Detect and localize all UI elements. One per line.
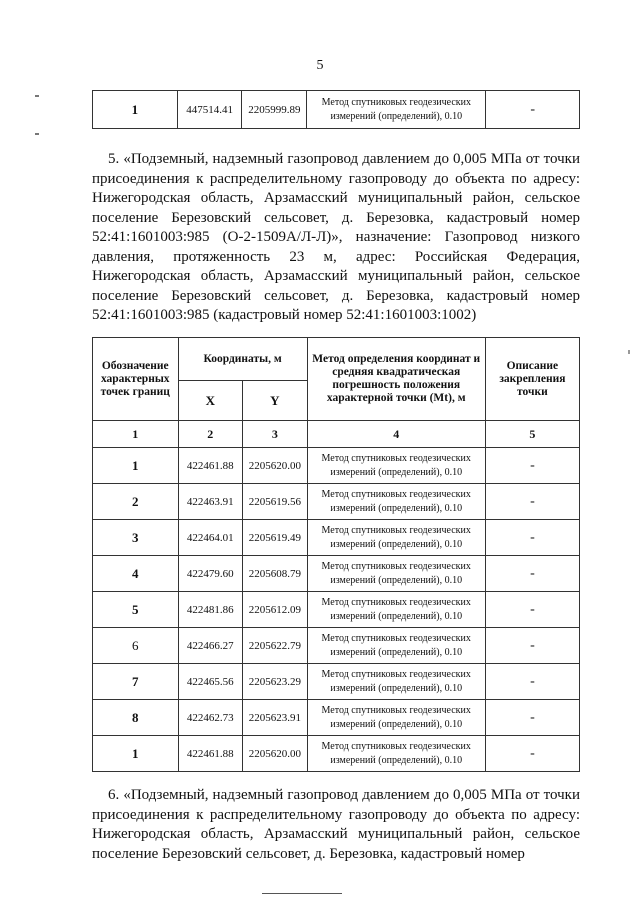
paragraph-5: 5. «Подземный, надземный газопровод давлением до 0,005 МПа от точки присоединения к распределительному газопроводу до объекта по адресу: Нижегородская область, Арзамасский муниципальный район, сельское поселение Березовский сельсовет, д. Березовка, кадастровый номер 52:41:1601003:985 (О-2-1509А/Л-Л)», назначение: Газопровод низкого давления, протяженность 23 м, адрес: Российская Федерация, Нижегородская область, Арзамасский муниципальный район, сельское поселение Березовский сельсовет, д. Березовка, кадастровый номер 52:41:1601003:985 (кадастровый номер 52:41:1601003:1002) <box>92 151 580 323</box>
point-number: 6 <box>93 628 179 664</box>
table-row <box>93 556 580 592</box>
point-number: 5 <box>93 592 179 628</box>
table-header-row <box>93 338 580 381</box>
column-index-row <box>93 421 580 448</box>
point-number: 4 <box>93 556 179 592</box>
column-index: 2 <box>178 421 242 448</box>
page-number: 5 <box>316 58 324 73</box>
method-text: Метод спутниковых геодезических измерений (определений), 0.10 <box>307 664 485 700</box>
method-text: Метод спутниковых геодезических измерений (определений), 0.10 <box>307 556 485 592</box>
scan-mark <box>35 133 39 135</box>
header-y: Y <box>243 381 308 421</box>
header-x: X <box>178 381 242 421</box>
paragraph-6: 6. «Подземный, надземный газопровод давлением до 0,005 МПа от точки присоединения к распределительному газопроводу до объекта по адресу: Нижегородская область, Арзамасский муниципальный район, сельское поселение Березовский сельсовет, д. Березовка, кадастровый номер <box>92 787 580 862</box>
point-number: 1 <box>93 448 179 484</box>
header-coords: Координаты, м <box>178 338 307 381</box>
point-number: 2 <box>93 484 179 520</box>
table-row <box>93 664 580 700</box>
point-number: 7 <box>93 664 179 700</box>
coord-x: 447514.41 <box>177 91 242 129</box>
coord-x: 422461.88 <box>178 448 242 484</box>
header-point: Обозначение характерных точек границ <box>93 338 179 421</box>
scan-mark <box>35 95 39 97</box>
coord-y: 2205619.49 <box>243 520 308 556</box>
method-text: Метод спутниковых геодезических измерений (определений), 0.10 <box>307 628 485 664</box>
header-description: Описание закрепления точки <box>485 338 579 421</box>
coord-x: 422463.91 <box>178 484 242 520</box>
coord-y: 2205612.09 <box>243 592 308 628</box>
coord-x: 422464.01 <box>178 520 242 556</box>
point-number: 8 <box>93 700 179 736</box>
column-index: 4 <box>307 421 485 448</box>
coord-x: 422466.27 <box>178 628 242 664</box>
table-row <box>93 484 580 520</box>
method-text: Метод спутниковых геодезических измерений (определений), 0.10 <box>307 520 485 556</box>
method-text: Метод спутниковых геодезических измерений (определений), 0.10 <box>307 592 485 628</box>
coord-x: 422481.86 <box>178 592 242 628</box>
column-index: 3 <box>243 421 308 448</box>
table-row <box>93 91 580 129</box>
point-description: - <box>485 736 579 772</box>
coord-y: 2205619.56 <box>243 484 308 520</box>
footer-divider <box>262 893 342 894</box>
point-description: - <box>485 664 579 700</box>
scan-mark <box>628 350 630 354</box>
coord-y: 2205608.79 <box>243 556 308 592</box>
coord-x: 422465.56 <box>178 664 242 700</box>
method-text: Метод спутниковых геодезических измерений (определений), 0.10 <box>307 484 485 520</box>
coordinates-table-continued <box>92 90 580 129</box>
point-description: - <box>485 520 579 556</box>
header-method: Метод определения координат и средняя квадратическая погрешность положения характерной точки (Mt), м <box>307 338 485 421</box>
coord-y: 2205620.00 <box>243 736 308 772</box>
method-text: Метод спутниковых геодезических измерений (определений), 0.10 <box>307 448 485 484</box>
coord-x: 422479.60 <box>178 556 242 592</box>
column-index: 1 <box>93 421 179 448</box>
point-description: - <box>486 91 580 129</box>
point-number: 1 <box>93 736 179 772</box>
point-number: 3 <box>93 520 179 556</box>
coord-y: 2205622.79 <box>243 628 308 664</box>
point-description: - <box>485 448 579 484</box>
point-description: - <box>485 592 579 628</box>
table-row <box>93 520 580 556</box>
method-text: Метод спутниковых геодезических измерений (определений), 0.10 <box>307 736 485 772</box>
table-row <box>93 736 580 772</box>
coord-y: 2205999.89 <box>242 91 307 129</box>
table-row <box>93 592 580 628</box>
coordinates-table <box>92 337 580 772</box>
method-text: Метод спутниковых геодезических измерений (определений), 0.10 <box>307 91 486 129</box>
point-number: 1 <box>93 91 178 129</box>
method-text: Метод спутниковых геодезических измерений (определений), 0.10 <box>307 700 485 736</box>
coord-y: 2205623.91 <box>243 700 308 736</box>
coord-y: 2205620.00 <box>243 448 308 484</box>
column-index: 5 <box>485 421 579 448</box>
point-description: - <box>485 628 579 664</box>
table-row <box>93 700 580 736</box>
coord-x: 422461.88 <box>178 736 242 772</box>
point-description: - <box>485 700 579 736</box>
point-description: - <box>485 556 579 592</box>
table-row <box>93 448 580 484</box>
coord-y: 2205623.29 <box>243 664 308 700</box>
table-row <box>93 628 580 664</box>
coord-x: 422462.73 <box>178 700 242 736</box>
point-description: - <box>485 484 579 520</box>
